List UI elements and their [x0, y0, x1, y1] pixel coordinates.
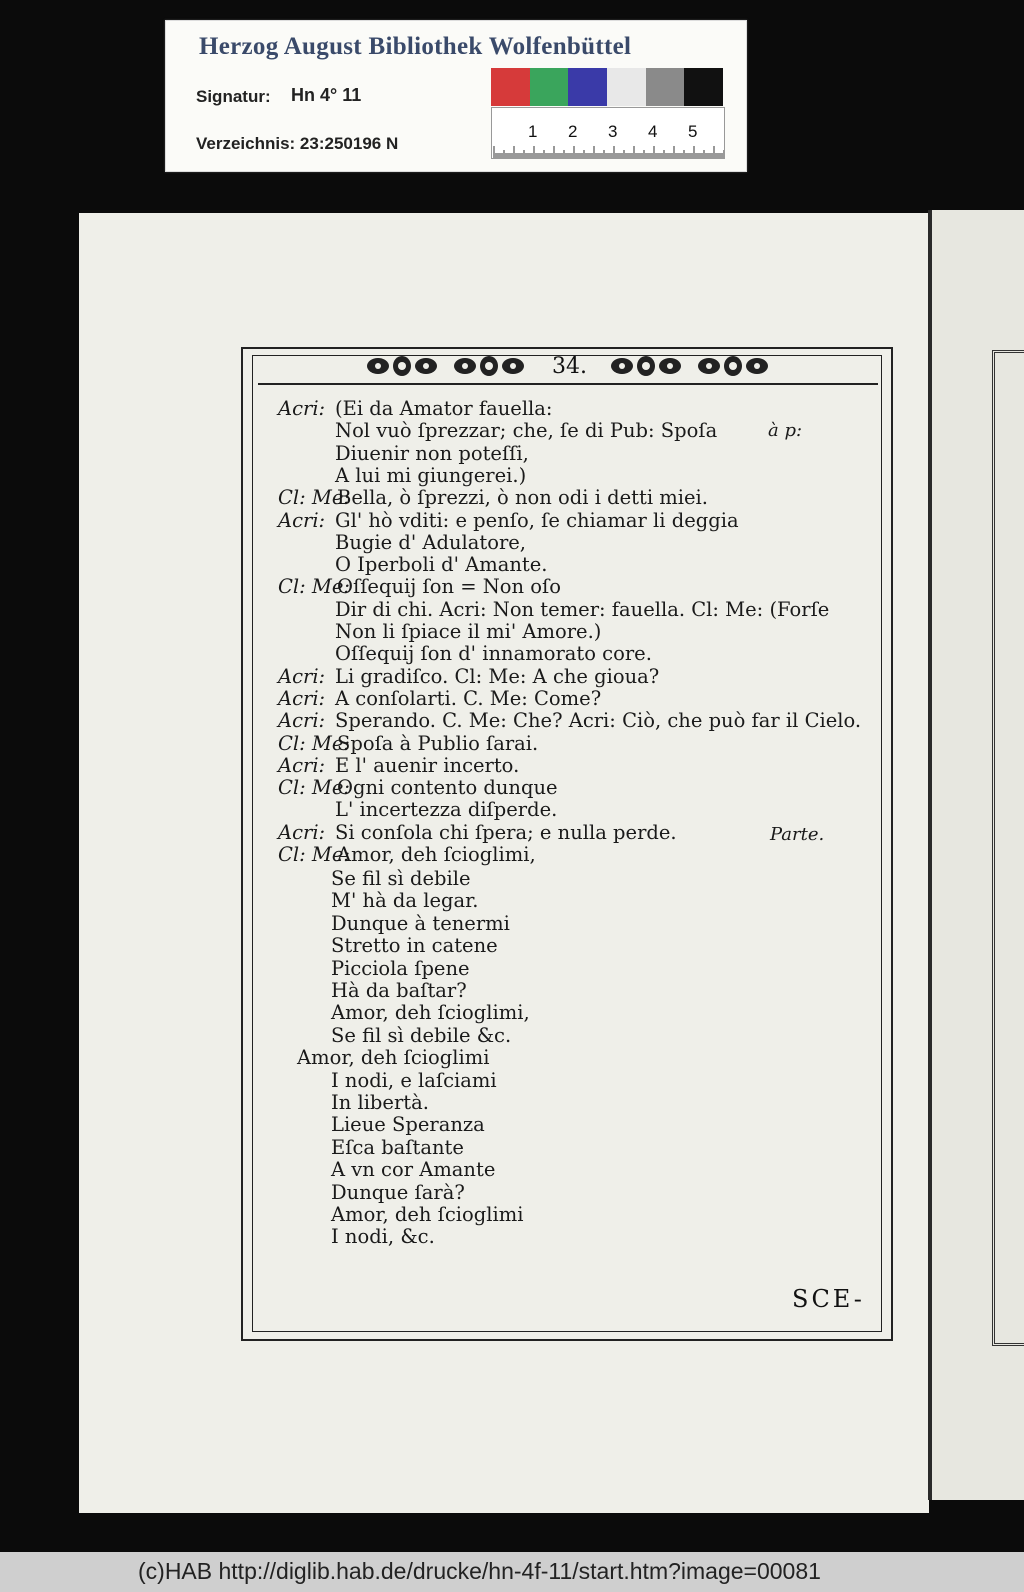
color-patch-green: [530, 68, 569, 106]
aria-verse: Stretto in catene: [331, 934, 498, 958]
dialogue-line: Diuenir non poteſſi,: [335, 441, 529, 465]
measurement-ruler: [491, 107, 725, 159]
aria-verse: Dunque ſarà?: [331, 1180, 465, 1204]
dialogue-line: O Iperboli d' Amante.: [335, 553, 548, 577]
dialogue-line: Dir di chi. Acri: Non temer: fauella. Cl: Me: (Forſe: [335, 597, 830, 621]
signatur-label: Signatur:: [196, 87, 271, 106]
aria-verse: I nodi, &c.: [331, 1225, 435, 1249]
aria-verse: Se fil sì debile &c.: [331, 1023, 512, 1047]
dialogue-line: Ogni contento dunque: [337, 776, 558, 800]
dialogue-line: Gl' hò vditi: e penſo, ſe chiamar li deggia: [335, 508, 739, 532]
speaker-label: Acri:: [278, 820, 326, 844]
ruler-ticks: [492, 144, 724, 158]
dialogue-line: A lui mi giungerei.): [335, 463, 527, 487]
color-patch-blue: [568, 68, 607, 106]
dialogue-line: Oſſequij ſon d' innamorato core.: [335, 642, 652, 666]
speaker-label: Acri:: [278, 753, 326, 777]
aria-verse: In libertà.: [331, 1091, 429, 1114]
color-patch-white: [607, 68, 646, 106]
ornament-icon: [366, 354, 438, 378]
color-patch-black: [684, 68, 723, 106]
copyright-footer: [0, 1552, 1024, 1592]
aria-verse: A vn cor Amante: [331, 1158, 496, 1182]
library-name: Herzog August Bibliothek Wolfenbüttel: [199, 33, 632, 60]
ruler-number: 4: [648, 122, 658, 141]
dialogue-line: Li gradiſco. Cl: Me: A che gioua?: [335, 664, 660, 688]
dialogue-line: L' incertezza diſperde.: [335, 798, 558, 822]
page-number: 34.: [552, 354, 587, 379]
aria-verse: Amor, deh ſcioglimi,: [331, 1001, 530, 1025]
speaker-label: Acri:: [278, 508, 326, 532]
dialogue-line: Amor, deh ſcioglimi,: [337, 843, 536, 866]
speaker-label: Acri:: [278, 397, 326, 420]
aria-verse: Se fil sì debile: [331, 867, 471, 890]
library-label-card: [165, 20, 747, 172]
dialogue-line: Oſſequij ſon = Non oſo: [337, 575, 561, 599]
ruler-number: 3: [608, 122, 618, 141]
dialogue-line: Bella, ò ſprezzi, ò non odi i detti miei.: [337, 486, 708, 510]
margin-note-ap: à p:: [768, 420, 803, 441]
margin-note-parte: Parte.: [770, 824, 825, 845]
ornament-icon: [453, 354, 525, 378]
dialogue-line: (Ei da Amator fauella:: [335, 397, 553, 420]
color-calibration-bar: [491, 68, 723, 106]
dialogue-line: Bugie d' Adulatore,: [335, 530, 527, 554]
dialogue-line: Nol vuò ſprezzar; che, ſe di Pub: Spoſa: [335, 419, 718, 443]
aria-verse: Eſca baſtante: [331, 1135, 464, 1159]
speaker-label: Acri:: [278, 686, 326, 710]
aria-verse: Lieue Speranza: [331, 1113, 485, 1137]
aria-verse: Amor, deh ſcioglimi: [331, 1203, 524, 1226]
aria-verse: Dunque à tenermi: [331, 911, 510, 935]
speaker-label: Cl: Me:: [278, 731, 351, 755]
ornament-icon: [697, 354, 769, 378]
color-patch-red: [491, 68, 530, 106]
aria-verse: Picciola ſpene: [331, 956, 470, 980]
signatur-value: Hn 4° 11: [291, 85, 362, 105]
dialogue-line: A conſolarti. C. Me: Come?: [335, 686, 602, 710]
aria-verse: M' hà da legar.: [331, 889, 479, 913]
dialogue-line: Sperando. C. Me: Che? Acri: Ciò, che può far il Cielo.: [335, 709, 862, 733]
color-patch-gray: [646, 68, 685, 106]
dialogue-line: Spoſa à Publio ſarai.: [337, 731, 539, 755]
ruler-number: 1: [528, 122, 538, 141]
speaker-label: Acri:: [278, 709, 326, 733]
dialogue-line: E l' auenir incerto.: [335, 753, 520, 777]
ornament-icon: [610, 354, 682, 378]
verzeichnis-text: Verzeichnis: 23:250196 N: [196, 134, 399, 153]
aria-verse: I nodi, e laſciami: [331, 1068, 497, 1092]
speaker-label: Cl: Me:: [278, 486, 351, 510]
dialogue-line: Si conſola chi ſpera; e nulla perde.: [335, 820, 677, 844]
speaker-label: Cl: Me:: [278, 843, 351, 866]
header-rule: [258, 383, 878, 385]
ruler-number: 2: [568, 122, 578, 141]
speaker-label: Cl: Me:: [278, 776, 351, 800]
ruler-number: 5: [688, 122, 698, 141]
aria-verse: Amor, deh ſcioglimi: [297, 1046, 490, 1070]
speaker-label: Acri:: [278, 664, 326, 688]
speaker-label: Cl: Me:: [278, 575, 351, 599]
aria-verse: Hà da baſtar?: [331, 979, 467, 1002]
dialogue-line: Non li ſpiace il mi' Amore.): [335, 620, 602, 643]
footer-text: (c)HAB http://diglib.hab.de/drucke/hn-4f-11/start.htm?image=00081: [138, 1558, 821, 1584]
catchword: SCE-: [792, 1285, 865, 1313]
facing-page: [932, 210, 1024, 1500]
